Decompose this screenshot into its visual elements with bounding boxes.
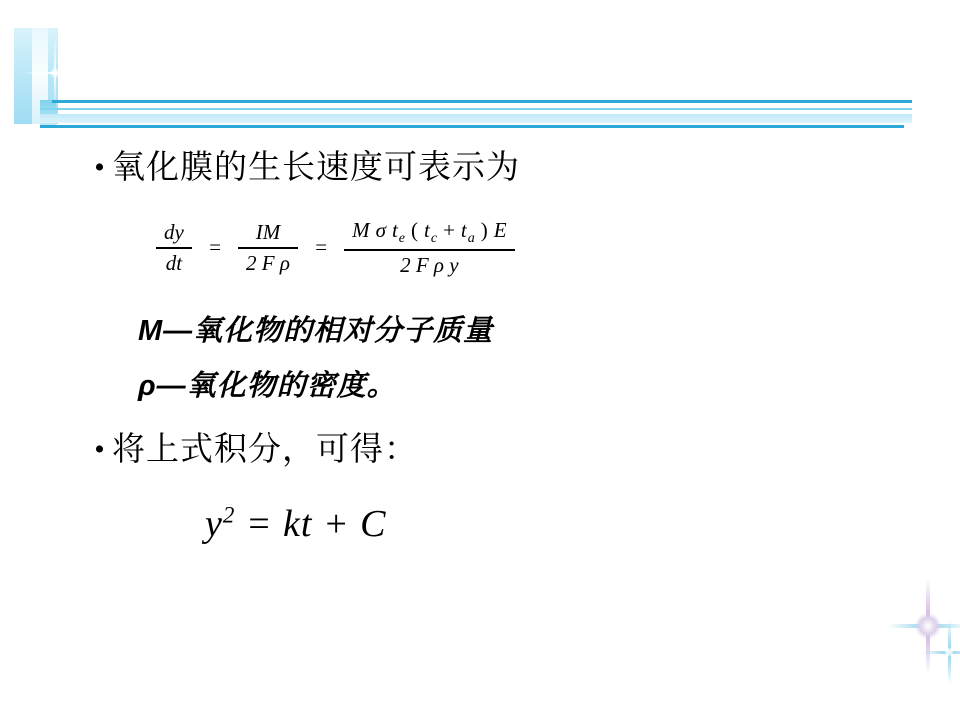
equals-sign-1: = xyxy=(207,235,222,260)
fraction-denominator: dt xyxy=(165,250,183,275)
bullet-item-2 xyxy=(88,428,960,472)
superscript-2: 2 xyxy=(222,502,236,528)
bullet-marker-icon: • xyxy=(94,432,106,466)
subscript-e: e xyxy=(398,231,406,247)
subscript-a: a xyxy=(467,231,475,247)
formula-integrated-result xyxy=(205,502,960,546)
paren-close: ) xyxy=(480,218,488,242)
fraction-im-2frho xyxy=(238,218,298,278)
definition-dash: — xyxy=(163,314,194,347)
fraction-numerator: IM xyxy=(255,220,281,245)
fraction-numerator xyxy=(344,216,515,249)
symbol-sigma: σ xyxy=(375,218,386,242)
bullet-item-1 xyxy=(88,146,960,190)
subscript-c: c xyxy=(430,231,438,247)
formula-growth-rate xyxy=(150,216,960,280)
fraction-denominator: 2 F ρ y xyxy=(400,252,459,277)
equals-sign-2: = xyxy=(313,235,329,260)
symbol-E: E xyxy=(493,218,507,242)
plus-sign: + xyxy=(443,218,455,242)
definition-line-M xyxy=(138,308,960,349)
slide-body xyxy=(0,140,960,546)
fraction-full-expression xyxy=(344,216,515,280)
symbol-M: M xyxy=(352,218,370,242)
definition-text-M: 氧化物的相对分子质量 xyxy=(193,314,494,347)
paren-open: ( xyxy=(411,218,419,242)
sparkle-icon xyxy=(888,578,960,674)
definition-line-rho xyxy=(138,363,960,404)
fraction-numerator: dy xyxy=(164,220,184,245)
definition-text-rho: 氧化物的密度。 xyxy=(186,369,397,402)
symbol-y: y xyxy=(205,502,223,545)
fraction-dy-dt xyxy=(156,218,192,278)
definition-dash: — xyxy=(156,369,187,402)
symbol-tc: t xyxy=(424,218,430,242)
definition-symbol-M: M xyxy=(138,314,164,347)
bullet-marker-icon: • xyxy=(94,151,106,184)
fraction-denominator: 2 F ρ xyxy=(246,250,290,275)
bullet-text-1: 氧化膜的生长速度可表示为 xyxy=(112,150,520,186)
header-divider xyxy=(40,100,912,130)
sparkle-icon xyxy=(922,620,960,684)
symbol-ta: t xyxy=(460,218,467,242)
definition-symbol-rho: ρ xyxy=(138,369,157,402)
symbol-t: t xyxy=(391,218,398,242)
bullet-text-2: 将上式积分，可得： xyxy=(112,431,418,468)
formula-result-rest: = kt + C xyxy=(235,502,387,545)
